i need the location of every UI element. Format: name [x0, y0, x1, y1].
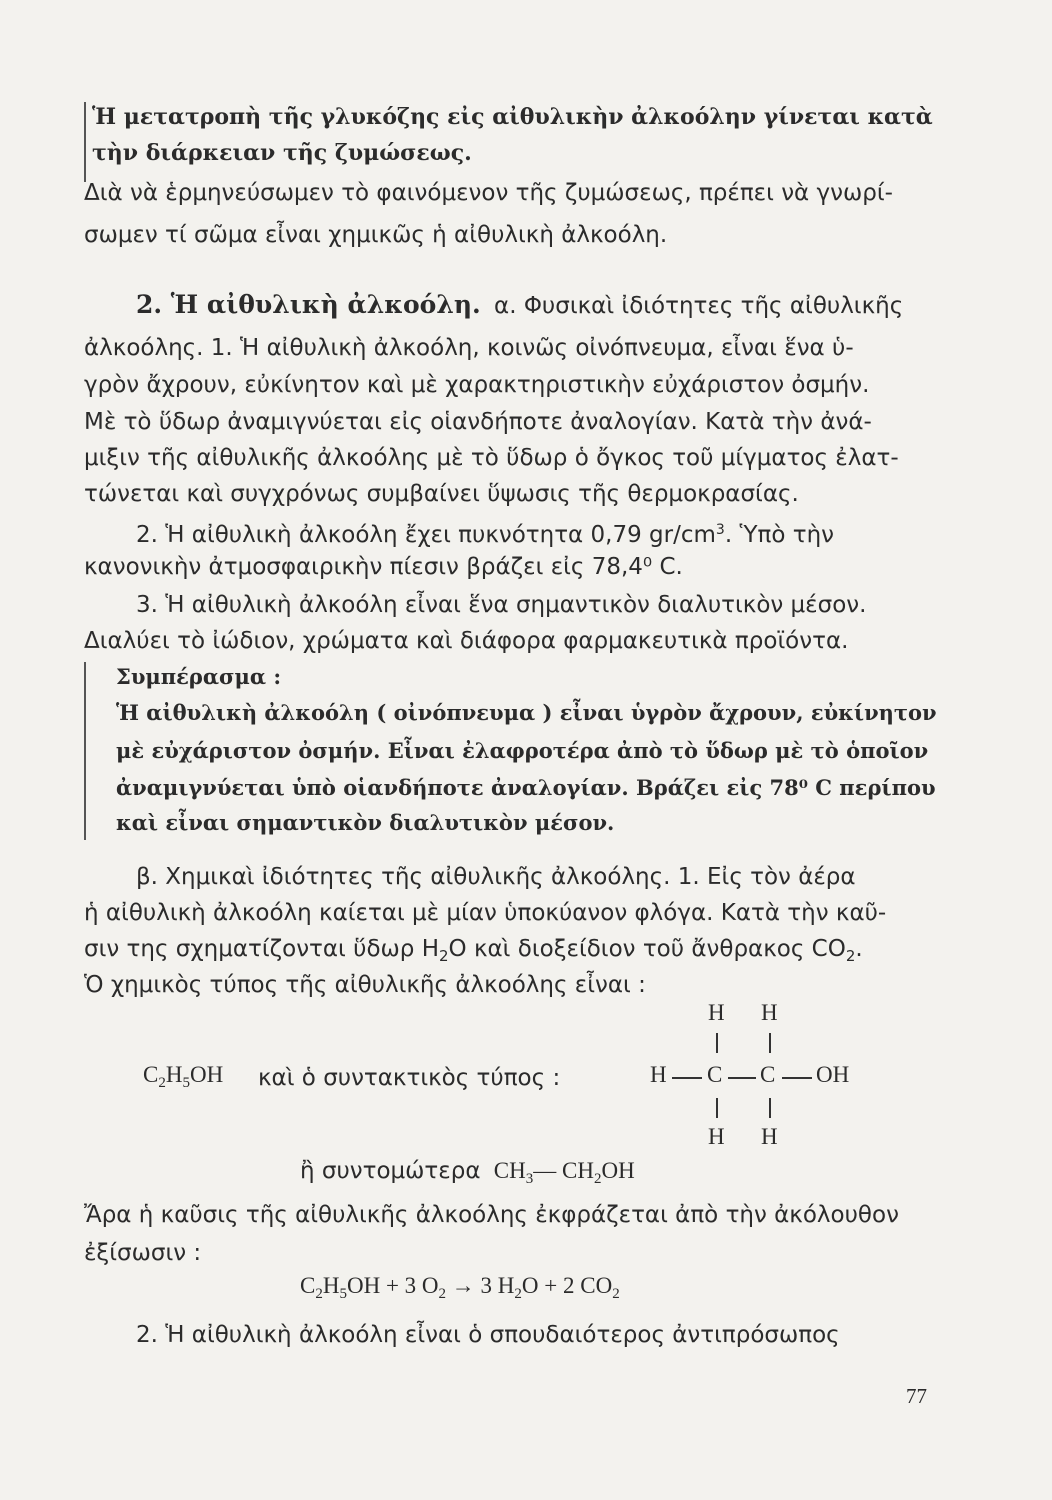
atom-oh: OH: [816, 1062, 850, 1087]
molecular-formula: [143, 1062, 223, 1092]
page-number: 77: [906, 1384, 927, 1408]
eq-co2: O + 2 CO: [521, 1273, 613, 1298]
density-exponent: 3: [715, 522, 725, 538]
atom-h-top-1: H: [708, 1000, 725, 1025]
co2-subscript: 2: [845, 947, 856, 965]
chemical-line-5: Ἄρα ἡ καῦσις τῆς αἰθυλικῆς ἀλκοόλης ἐκφράζεται ἀπὸ τὴν ἀκόλουθον: [84, 1202, 899, 1228]
section2-line-6: τώνεται καὶ συγχρόνως συμβαίνει ὕψωσις τῆς θερμοκρασίας.: [84, 481, 799, 507]
conclusion-box: [84, 662, 954, 840]
short-sub-2: 2: [593, 1171, 602, 1187]
short-oh: OH: [601, 1158, 635, 1183]
atom-c-1: C: [707, 1062, 723, 1087]
section2-line-5: μιξιν τῆς αἰθυλικῆς ἀλκοόλης μὲ τὸ ὕδωρ ὁ ὄγκος τοῦ μίγματος ἐλατ-: [84, 445, 899, 471]
bond-left: [672, 1077, 702, 1079]
short-formula-label: ἢ συντομώτερα: [300, 1158, 481, 1184]
atom-h-top-2: H: [761, 1000, 778, 1025]
eq-sub-1: 2: [315, 1286, 323, 1302]
section2-line-9: 3. Ἡ αἰθυλικὴ ἀλκοόλη εἶναι ἕνα σημαντικὸν διαλυτικὸν μέσον.: [136, 592, 867, 618]
formula-sub-2: 2: [158, 1075, 166, 1091]
section2-line-10: Διαλύει τὸ ἰώδιον, χρώματα καὶ διάφορα φαρμακευτικὰ προϊόντα.: [84, 628, 849, 654]
eq-sub-2: 5: [339, 1286, 347, 1302]
bond-bottom-1: [716, 1098, 718, 1118]
bond-bottom-2: [769, 1098, 771, 1118]
intro-line-1: Ἡ μετατροπὴ τῆς γλυκόζης εἰς αἰθυλικὴν ἀλκοόλην γίνεται κατὰ: [92, 104, 933, 130]
chemical-line-1: β. Χημικαὶ ἰδιότητες τῆς αἰθυλικῆς ἀλκοόλης. 1. Εἰς τὸν ἀέρα: [136, 864, 856, 890]
structural-label: καὶ ὁ συντακτικὸς τύπος :: [258, 1065, 561, 1091]
short-formula: [493, 1158, 635, 1187]
formula-sub-5: 5: [182, 1075, 190, 1091]
short-sub-3: 3: [525, 1171, 534, 1187]
intro-line-2: τὴν διάρκειαν τῆς ζυμώσεως.: [92, 140, 472, 166]
section2-line-4: Μὲ τὸ ὕδωρ ἀναμιγνύεται εἰς οἱανδήποτε ἀναλογίαν. Κατὰ τὴν ἀνά-: [84, 409, 872, 435]
combustion-equation: [300, 1273, 620, 1303]
short-ch2: — CH: [533, 1158, 594, 1183]
section2-line-7: [136, 515, 834, 550]
bond-top-1: [716, 1033, 718, 1053]
formula-c: C: [143, 1062, 159, 1087]
density-text-end: . Ὑπὸ τὴν: [724, 522, 834, 548]
formula-oh: OH: [189, 1062, 224, 1087]
water-subscript: 2: [439, 947, 449, 965]
formula-h: H: [165, 1062, 183, 1087]
conclusion-line-4: καὶ εἶναι σημαντικὸν διαλυτικὸν μέσον.: [116, 810, 615, 835]
atom-h-left: H: [650, 1062, 667, 1087]
section2-line-2: ἀλκοόλης. 1. Ἡ αἰθυλικὴ ἀλκοόλη, κοινῶς οἰνόπνευμα, εἶναι ἕνα ὑ-: [84, 335, 854, 361]
chemical-line-7: 2. Ἡ αἰθυλικὴ ἀλκοόλη εἶναι ὁ σπουδαιότερος ἀντιπρόσωπος: [136, 1322, 840, 1348]
combustion-period: .: [855, 936, 863, 962]
section2-subheading: α. Φυσικαὶ ἰδιότητες τῆς αἰθυλικῆς: [494, 293, 904, 319]
atom-h-bottom-2: H: [761, 1124, 778, 1149]
section2-line-3: γρὸν ἄχρουν, εὐκίνητον καὶ μὲ χαρακτηριστικὴν εὐχάριστον ὀσμήν.: [84, 372, 870, 398]
combustion-text-2: O καὶ διοξείδιον τοῦ ἄνθρακος CO: [448, 936, 846, 962]
conclusion-title: Συμπέρασμα :: [116, 664, 282, 689]
atom-h-bottom-1: H: [708, 1124, 725, 1149]
conclusion-line-3: ἀναμιγνύεται ὑπὸ οἱανδήποτε ἀναλογίαν. Βράζει εἰς 78⁰ C περίπου: [116, 775, 936, 800]
bond-top-2: [769, 1033, 771, 1053]
section2-heading: 2. Ἡ αἰθυλικὴ ἀλκοόλη.: [136, 290, 481, 319]
atom-c-2: C: [760, 1062, 776, 1087]
para1-line-1: Διὰ νὰ ἑρμηνεύσωμεν τὸ φαινόμενον τῆς ζυμώσεως, πρέπει νὰ γνωρί-: [84, 180, 893, 206]
section2-line-8: κανονικὴν ἀτμοσφαιρικὴν πίεσιν βράζει εἰς 78,4⁰ C.: [84, 554, 683, 580]
short-ch: CH: [493, 1158, 526, 1183]
density-text: 2. Ἡ αἰθυλικὴ ἀλκοόλη ἔχει πυκνότητα 0,79 gr/cm: [136, 522, 716, 548]
eq-oh-o2: OH + 3 O: [346, 1273, 439, 1298]
intro-box: [84, 102, 952, 182]
short-formula-line: [300, 1156, 635, 1194]
chemical-line-3: [84, 934, 863, 971]
chemical-line-6: ἐξίσωσιν :: [84, 1240, 202, 1266]
section2-heading-line: [136, 290, 903, 321]
bond-right: [782, 1077, 812, 1079]
chemical-line-4: Ὁ χημικὸς τύπος τῆς αἰθυλικῆς ἀλκοόλης εἶναι :: [84, 972, 646, 998]
chemical-line-2: ἡ αἰθυλικὴ ἀλκοόλη καίεται μὲ μίαν ὑποκύανον φλόγα. Κατὰ τὴν καῦ-: [84, 900, 887, 926]
conclusion-line-1: Ἡ αἰθυλικὴ ἀλκοόλη ( οἰνόπνευμα ) εἶναι ὑγρὸν ἄχρουν, εὐκίνητον: [116, 700, 937, 725]
eq-h: H: [322, 1273, 340, 1298]
bond-middle: [728, 1077, 756, 1079]
para1-line-2: σωμεν τί σῶμα εἶναι χημικῶς ἡ αἰθυλικὴ ἀλκοόλη.: [84, 222, 668, 248]
eq-c: C: [300, 1273, 316, 1298]
eq-sub-4: 2: [514, 1286, 522, 1302]
eq-sub-5: 2: [612, 1286, 620, 1302]
eq-arrow-h2o: → 3 H: [446, 1273, 515, 1298]
conclusion-line-2: μὲ εὐχάριστον ὀσμήν. Εἶναι ἐλαφροτέρα ἀπὸ τὸ ὕδωρ μὲ τὸ ὁποῖον: [116, 738, 929, 763]
eq-sub-3: 2: [438, 1286, 447, 1302]
combustion-text: σιν της σχηματίζονται ὕδωρ H: [84, 936, 439, 962]
